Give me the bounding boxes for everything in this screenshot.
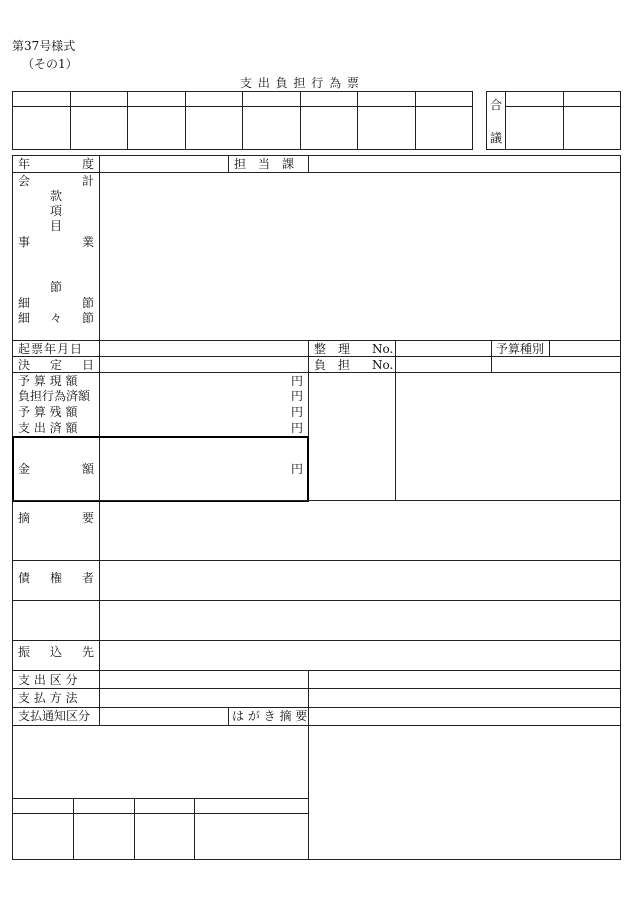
label-tekiyou-2: 要 (82, 511, 95, 525)
label-saisetsu-1: 細 (18, 296, 31, 310)
label-furikomi-3: 先 (82, 645, 95, 659)
label-kettei-3: 日 (82, 358, 95, 372)
yen-3: 円 (291, 405, 304, 419)
label-kaikei-2: 計 (82, 174, 95, 188)
label-shishutsu-kubun: 支 出 区 分 (18, 673, 78, 687)
label-yosan-shubetsu: 予算種別 (496, 342, 545, 356)
label-futan-sumi: 負担行為済額 (18, 389, 91, 403)
label-furikomi-2: 込 (50, 645, 63, 659)
label-futan-no: No. (372, 358, 394, 372)
label-kihyou: 起票年月日 (18, 342, 84, 356)
label-moku: 目 (50, 219, 63, 233)
label-seiri-no: No. (372, 342, 394, 356)
yen-4: 円 (291, 421, 304, 435)
yen-1: 円 (291, 374, 304, 388)
label-futan: 負 担 (314, 358, 351, 372)
label-hagaki: は が き 摘 要 (232, 709, 308, 723)
label-shishutsu-sumi: 支 出 済 額 (18, 421, 78, 435)
label-jigyou-2: 業 (82, 235, 95, 249)
form-part: （その1） (22, 57, 78, 71)
label-kettei-2: 定 (50, 358, 63, 372)
form-number: 第37号様式 (12, 39, 76, 53)
label-saisaisetsu-3: 節 (82, 311, 95, 325)
label-kingaku-1: 金 (18, 462, 31, 476)
label-saisetsu-2: 節 (82, 296, 95, 310)
label-saikensha-1: 債 (18, 571, 31, 585)
label-tantouka: 担 当 課 (234, 157, 295, 171)
main-form (12, 155, 621, 860)
label-jigyou-1: 事 (18, 235, 31, 249)
label-kettei-1: 決 (18, 358, 31, 372)
label-yosan-gengaku: 予 算 現 額 (18, 374, 78, 388)
label-kou: 項 (50, 204, 63, 218)
label-saikensha-3: 者 (82, 571, 95, 585)
yen-amount: 円 (291, 462, 304, 476)
amount-box (12, 436, 309, 502)
consultation-label-gou: 合 (490, 98, 503, 112)
label-nendo-1: 年 (18, 157, 31, 171)
label-furikomi-1: 振 (18, 645, 31, 659)
label-saikensha-2: 権 (50, 571, 63, 585)
label-kingaku-2: 額 (82, 462, 95, 476)
label-tekiyou-1: 摘 (18, 511, 31, 525)
label-yosan-zan: 予 算 残 額 (18, 405, 78, 419)
label-tsuchi-kubun: 支払通知区分 (18, 709, 91, 723)
label-shiharai-houhou: 支 払 方 法 (18, 691, 78, 705)
form-title: 支 出 負 担 行 為 票 (240, 76, 360, 90)
label-seiri: 整 理 (314, 342, 351, 356)
label-kan: 款 (50, 189, 63, 203)
yen-2: 円 (291, 389, 304, 403)
label-kaikei-1: 会 (18, 174, 31, 188)
consultation-label-gi: 議 (490, 131, 503, 145)
label-setsu: 節 (50, 280, 63, 294)
label-saisaisetsu-1: 細 (18, 311, 31, 325)
label-nendo-2: 度 (82, 157, 95, 171)
label-saisaisetsu-2: 々 (50, 311, 63, 325)
